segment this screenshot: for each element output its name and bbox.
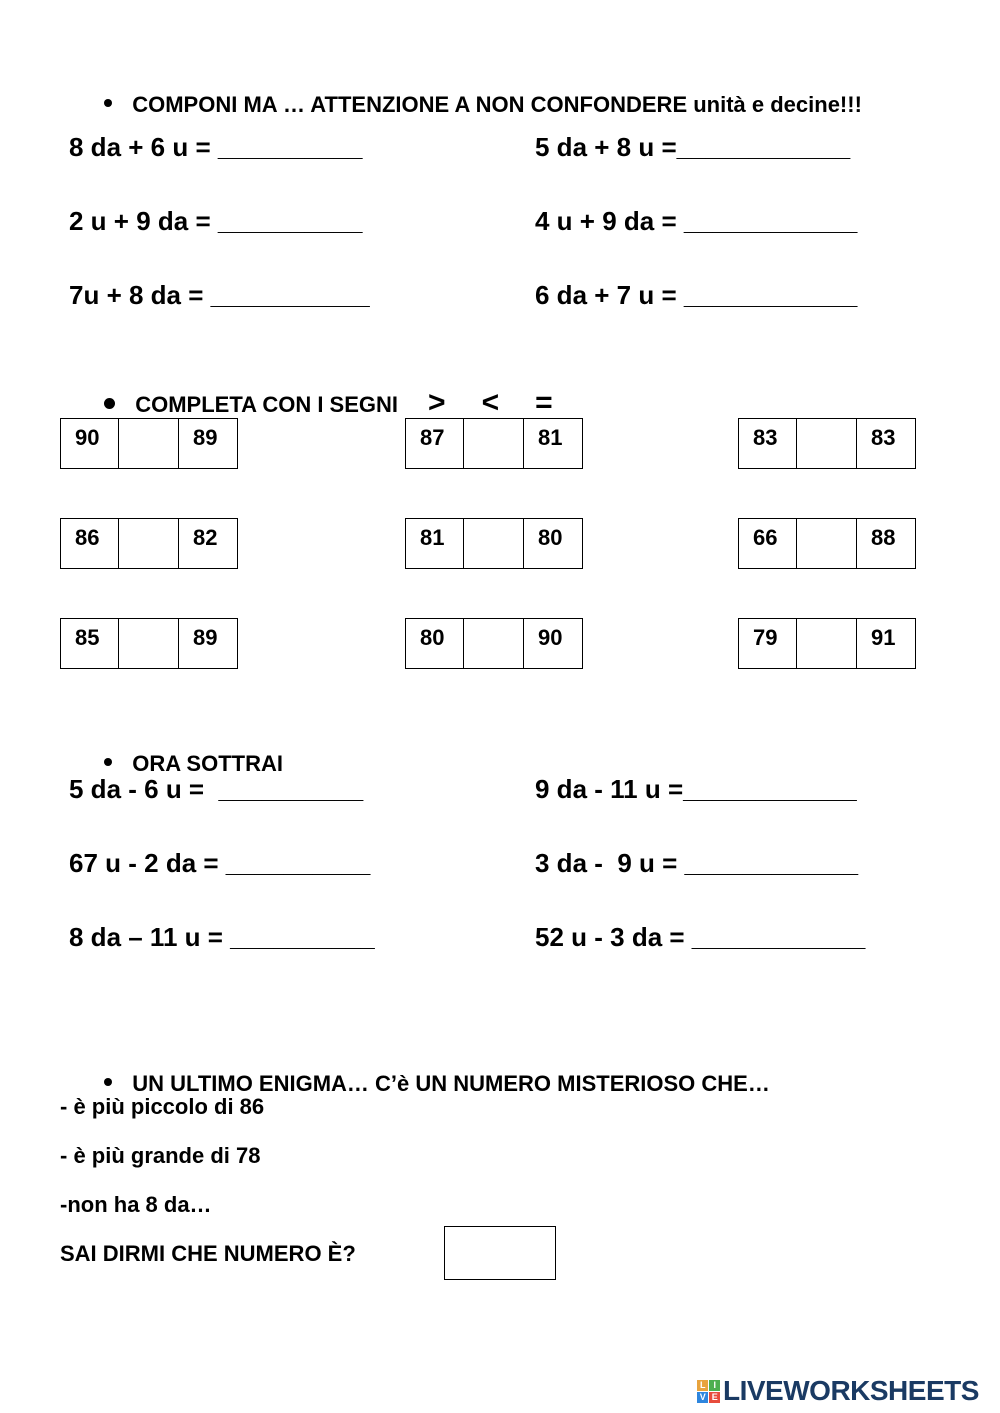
sign-input[interactable]: [464, 519, 524, 568]
bullet-icon: [104, 398, 115, 409]
subtraction-6[interactable]: 52 u - 3 da = ____________: [535, 922, 866, 952]
right-number: 90: [538, 625, 563, 650]
sign-input[interactable]: [797, 519, 857, 568]
riddle-question: SAI DIRMI CHE NUMERO È?: [60, 1241, 356, 1266]
compare-box-6: [738, 518, 916, 569]
subtraction-1[interactable]: 5 da - 6 u = __________: [69, 774, 364, 804]
bullet-icon: [104, 1078, 112, 1086]
right-number: 81: [538, 425, 563, 450]
compare-box-3: [738, 418, 916, 469]
section4-heading: [92, 1045, 770, 1097]
sign-input[interactable]: [119, 619, 179, 668]
section1-heading-text: COMPONI MA … ATTENZIONE A NON CONFONDERE unità e decine!!!: [132, 92, 862, 117]
clue-3: -non ha 8 da…: [60, 1192, 212, 1217]
subtraction-2[interactable]: 9 da - 11 u =____________: [535, 774, 857, 804]
liveworksheets-logo: [697, 1375, 979, 1407]
left-number: 86: [61, 519, 119, 568]
compare-box-4: [60, 518, 238, 569]
compare-box-5: [405, 518, 583, 569]
exercise-6[interactable]: 6 da + 7 u = ____________: [535, 280, 858, 310]
right-number: 88: [871, 525, 896, 550]
signs-list: [428, 386, 589, 419]
subtraction-3[interactable]: 67 u - 2 da = __________: [69, 848, 371, 878]
left-number: 87: [406, 419, 464, 468]
exercise-1[interactable]: 8 da + 6 u = __________: [69, 132, 363, 162]
left-number: 66: [739, 519, 797, 568]
section3-heading-text: ORA SOTTRAI: [132, 751, 283, 776]
compare-box-9: [738, 618, 916, 669]
compare-box-8: [405, 618, 583, 669]
sign-input[interactable]: [464, 619, 524, 668]
clue-1: - è più piccolo di 86: [60, 1094, 265, 1119]
logo-mark-icon: [697, 1380, 720, 1403]
left-number: 80: [406, 619, 464, 668]
exercise-5[interactable]: 7u + 8 da = ___________: [69, 280, 370, 310]
sign-equal: =: [535, 386, 553, 419]
answer-input[interactable]: [444, 1226, 556, 1280]
section1-heading: [92, 66, 862, 118]
exercise-3[interactable]: 2 u + 9 da = __________: [69, 206, 363, 236]
section2-heading-text: COMPLETA CON I SEGNI: [135, 392, 399, 417]
compare-box-7: [60, 618, 238, 669]
right-number: 89: [193, 425, 218, 450]
subtraction-4[interactable]: 3 da - 9 u = ____________: [535, 848, 859, 878]
logo-mark-l: L: [697, 1380, 708, 1391]
bullet-icon: [104, 99, 112, 107]
compare-box-1: [60, 418, 238, 469]
sign-input[interactable]: [464, 419, 524, 468]
left-number: 90: [61, 419, 119, 468]
bullet-icon: [104, 758, 112, 766]
left-number: 85: [61, 619, 119, 668]
sign-input[interactable]: [119, 519, 179, 568]
sign-input[interactable]: [797, 419, 857, 468]
exercise-4[interactable]: 4 u + 9 da = ____________: [535, 206, 858, 236]
section2-heading: [92, 360, 589, 420]
compare-box-2: [405, 418, 583, 469]
right-number: 91: [871, 625, 896, 650]
right-number: 80: [538, 525, 563, 550]
subtraction-5[interactable]: 8 da – 11 u = __________: [69, 922, 375, 952]
right-number: 83: [871, 425, 896, 450]
right-number: 89: [193, 625, 218, 650]
exercise-2[interactable]: 5 da + 8 u =____________: [535, 132, 851, 162]
section4-heading-text: UN ULTIMO ENIGMA… C’è UN NUMERO MISTERIOSO CHE…: [132, 1071, 770, 1096]
logo-mark-v: V: [697, 1392, 708, 1403]
left-number: 79: [739, 619, 797, 668]
left-number: 83: [739, 419, 797, 468]
sign-input[interactable]: [119, 419, 179, 468]
sign-less: <: [481, 386, 500, 419]
logo-mark-e: E: [709, 1392, 720, 1403]
sign-input[interactable]: [797, 619, 857, 668]
sign-greater: >: [428, 386, 446, 419]
logo-text: LIVEWORKSHEETS: [723, 1375, 979, 1406]
logo-mark-i: I: [709, 1380, 720, 1391]
clue-2: - è più grande di 78: [60, 1143, 261, 1168]
section3-heading: [92, 725, 283, 777]
right-number: 82: [193, 525, 218, 550]
left-number: 81: [406, 519, 464, 568]
